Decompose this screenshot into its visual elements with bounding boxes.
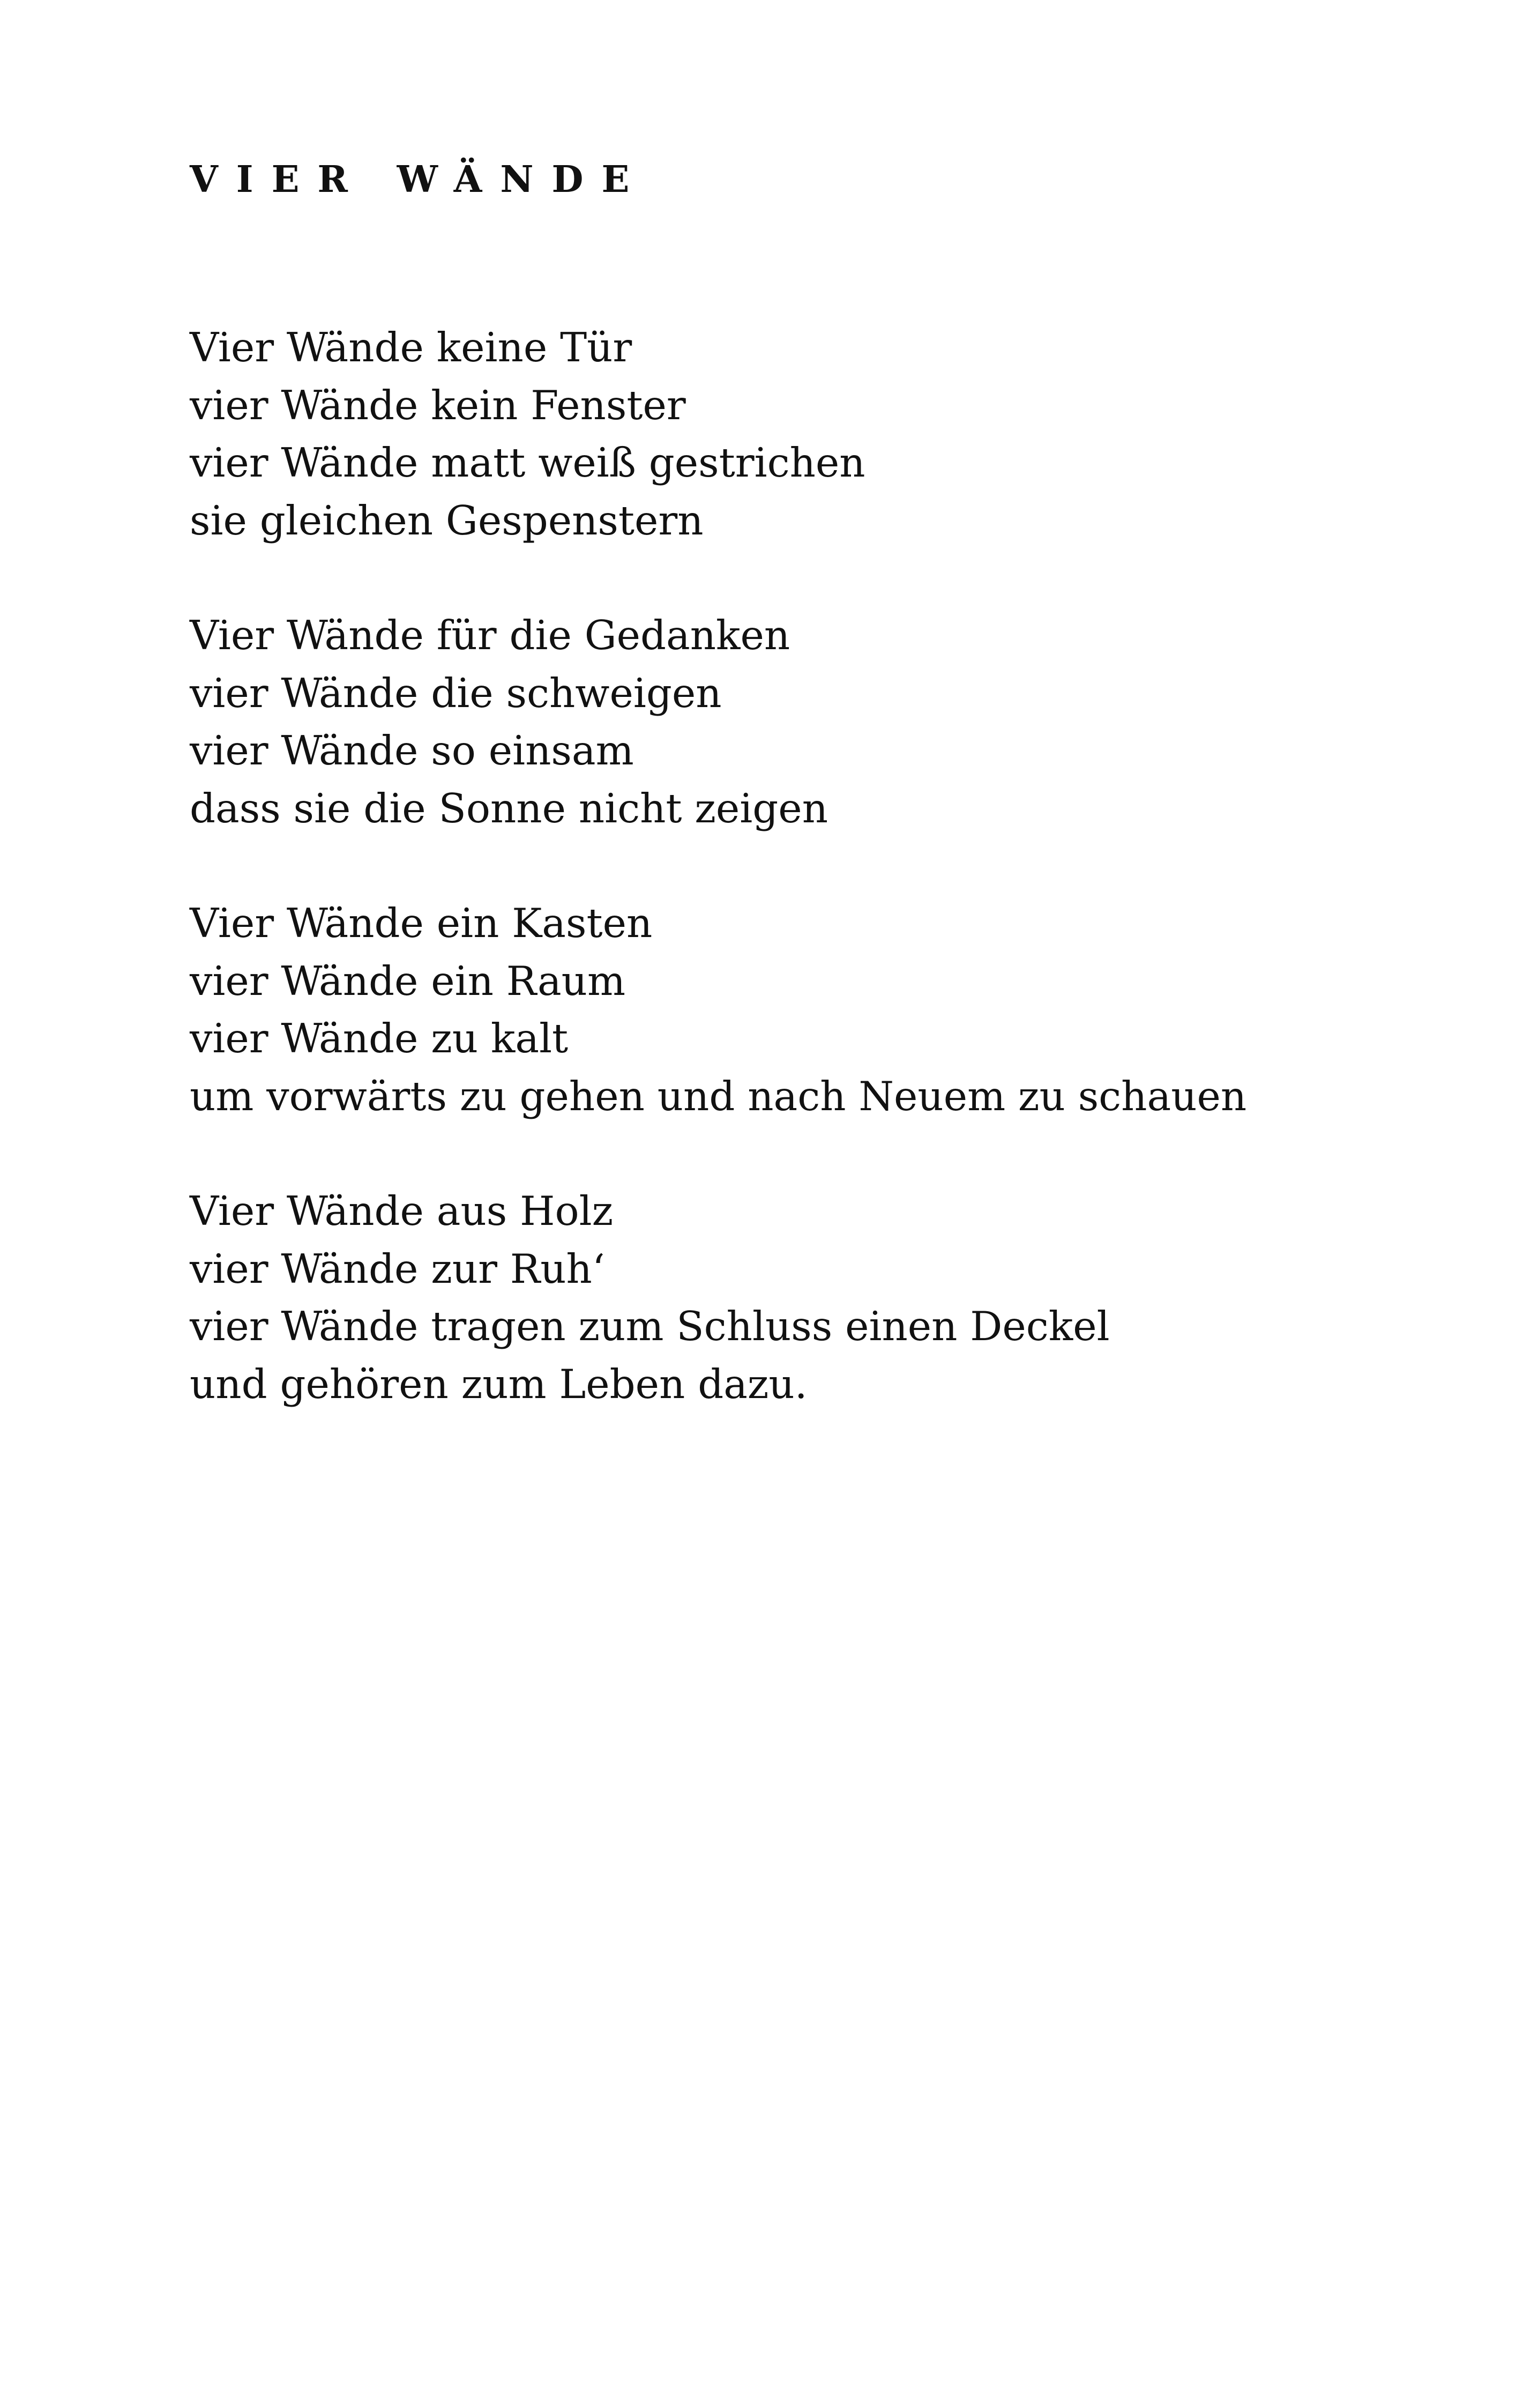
stanza-list [190, 319, 1422, 1413]
stanza-3 [190, 895, 1422, 1125]
verse-line: dass sie die Sonne nicht zeigen [190, 784, 828, 832]
verse-line: vier Wände die schweigen [190, 669, 722, 717]
poem-title: VIER WÄNDE [190, 158, 648, 201]
stanza-1 [190, 319, 1422, 549]
stanza-4 [190, 1183, 1422, 1413]
verse-line: Vier Wände ein Kasten [190, 900, 653, 947]
verse-line: vier Wände matt weiß gestrichen [190, 439, 865, 486]
verse-line: Vier Wände für die Gedanken [190, 612, 790, 659]
verse-line: um vorwärts zu gehen und nach Neuem zu schauen [190, 1072, 1247, 1120]
verse-line: und gehören zum Leben dazu. [190, 1360, 808, 1408]
verse-line: vier Wände kein Fenster [190, 381, 686, 429]
verse-line: vier Wände zu kalt [190, 1015, 569, 1062]
stanza-2 [190, 607, 1422, 837]
verse-line: vier Wände tragen zum Schluss einen Deckel [190, 1303, 1110, 1350]
verse-line: Vier Wände keine Tür [190, 324, 632, 371]
verse-line: vier Wände zur Ruh‘ [190, 1245, 605, 1292]
poem [190, 153, 1422, 1470]
verse-line: vier Wände so einsam [190, 727, 634, 774]
verse-line: Vier Wände aus Holz [190, 1187, 614, 1235]
verse-line: vier Wände ein Raum [190, 957, 626, 1005]
verse-line: sie gleichen Gespenstern [190, 496, 704, 544]
